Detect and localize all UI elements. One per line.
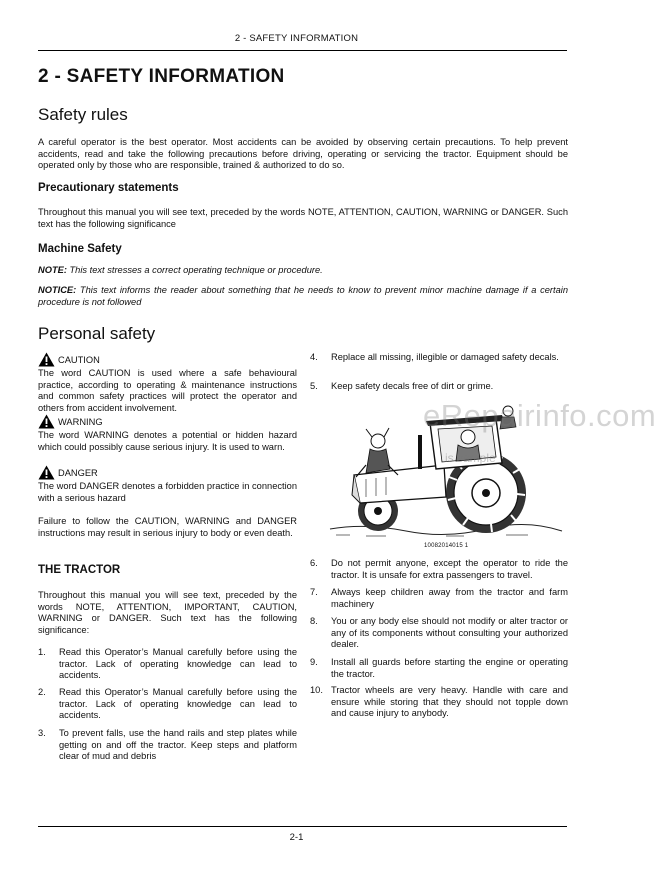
header-rule bbox=[38, 50, 567, 51]
caution-signal bbox=[38, 352, 100, 367]
danger-label: DANGER bbox=[58, 467, 98, 478]
running-head: 2 - SAFETY INFORMATION bbox=[234, 33, 359, 44]
page-number: 2-1 bbox=[289, 832, 304, 843]
list-item: 2. Read this Operator’s Manual carefully before using the tractor. Lack of operating knowledge can lead to accidents. bbox=[38, 687, 297, 721]
list-item: 10. Tractor wheels are very heavy. Handle with care and ensure while storing that they should not topple down and cause injury to anybody. bbox=[310, 685, 568, 719]
watermark-sample: is sample bbox=[445, 451, 496, 465]
watermark-text: eRepairinfo.com bbox=[423, 398, 656, 433]
machine-safety-heading: Machine Safety bbox=[38, 243, 122, 255]
caution-text: The word CAUTION is used where a safe behavioural practice, according to operating & maintenance instructions and common safety practices will protect the operator and others from accident involvement. bbox=[38, 368, 297, 413]
note-text: NOTE: This text stresses a correct operating technique or procedure. bbox=[38, 265, 323, 275]
warning-signal bbox=[38, 414, 103, 429]
failure-text: Failure to follow the CAUTION, WARNING and DANGER instructions may result in serious injury to body or even death. bbox=[38, 516, 297, 538]
warning-triangle-icon bbox=[38, 414, 55, 429]
tractor-intro: Throughout this manual you will see text, preceded by the words NOTE, ATTENTION, IMPORTANT, CAUTION, WARNING or DANGER. Such text has the following significance: bbox=[38, 590, 297, 635]
list-item: 9. Install all guards before starting the engine or operating the tractor. bbox=[310, 657, 568, 679]
list-item: 7. Always keep children away from the tractor and farm machinery bbox=[310, 587, 568, 609]
notice-text: NOTICE: This text informs the reader about something that he needs to know to prevent minor machine damage if a certain procedure is not followed bbox=[38, 285, 568, 307]
warning-text: The word WARNING denotes a potential or hidden hazard which could possibly cause serious injury. It is used to warn. bbox=[38, 430, 297, 452]
tractor-heading: THE TRACTOR bbox=[38, 564, 121, 576]
safety-rules-body: A careful operator is the best operator. Most accidents can be avoided by observing certain precautions. To help prevent accidents, read and take the following precautions before driving, operating or servicing the tractor. Equipment should be operated only by those who are responsible, trained & authorized to do so. bbox=[38, 137, 568, 171]
list-item: 8. You or any body else should not modify or alter tractor or any of its components without consulting your authorized dealer. bbox=[310, 616, 568, 650]
list-item: 3. To prevent falls, use the hand rails and step plates while getting on and off the tractor. Keep steps and platform clear of mud and debris bbox=[38, 728, 297, 762]
footer-rule bbox=[38, 826, 567, 827]
precautionary-body: Throughout this manual you will see text, preceded by the words NOTE, ATTENTION, CAUTION, WARNING or DANGER. Such text has the following significance bbox=[38, 207, 568, 229]
list-item: 4. Replace all missing, illegible or damaged safety decals. bbox=[310, 352, 559, 362]
warning-triangle-icon bbox=[38, 465, 55, 480]
danger-text: The word DANGER denotes a forbidden practice in connection with a serious hazard bbox=[38, 481, 297, 503]
danger-signal bbox=[38, 465, 98, 480]
list-item: 5. Keep safety decals free of dirt or grime. bbox=[310, 381, 494, 391]
list-item: 1. Read this Operator’s Manual carefully before using the tractor. Lack of operating knowledge can lead to accidents. bbox=[38, 647, 297, 681]
chapter-title: 2 - SAFETY INFORMATION bbox=[38, 66, 285, 87]
caution-label: CAUTION bbox=[58, 354, 100, 365]
warning-label: WARNING bbox=[58, 416, 103, 427]
warning-triangle-icon bbox=[38, 352, 55, 367]
personal-safety-heading: Personal safety bbox=[38, 324, 156, 343]
figure-code: 10082014015 1 bbox=[424, 543, 469, 549]
safety-rules-heading: Safety rules bbox=[38, 105, 128, 124]
precautionary-heading: Precautionary statements bbox=[38, 182, 179, 194]
list-item: 6. Do not permit anyone, except the operator to ride the tractor. It is unsafe for extra passengers to travel. bbox=[310, 558, 568, 580]
